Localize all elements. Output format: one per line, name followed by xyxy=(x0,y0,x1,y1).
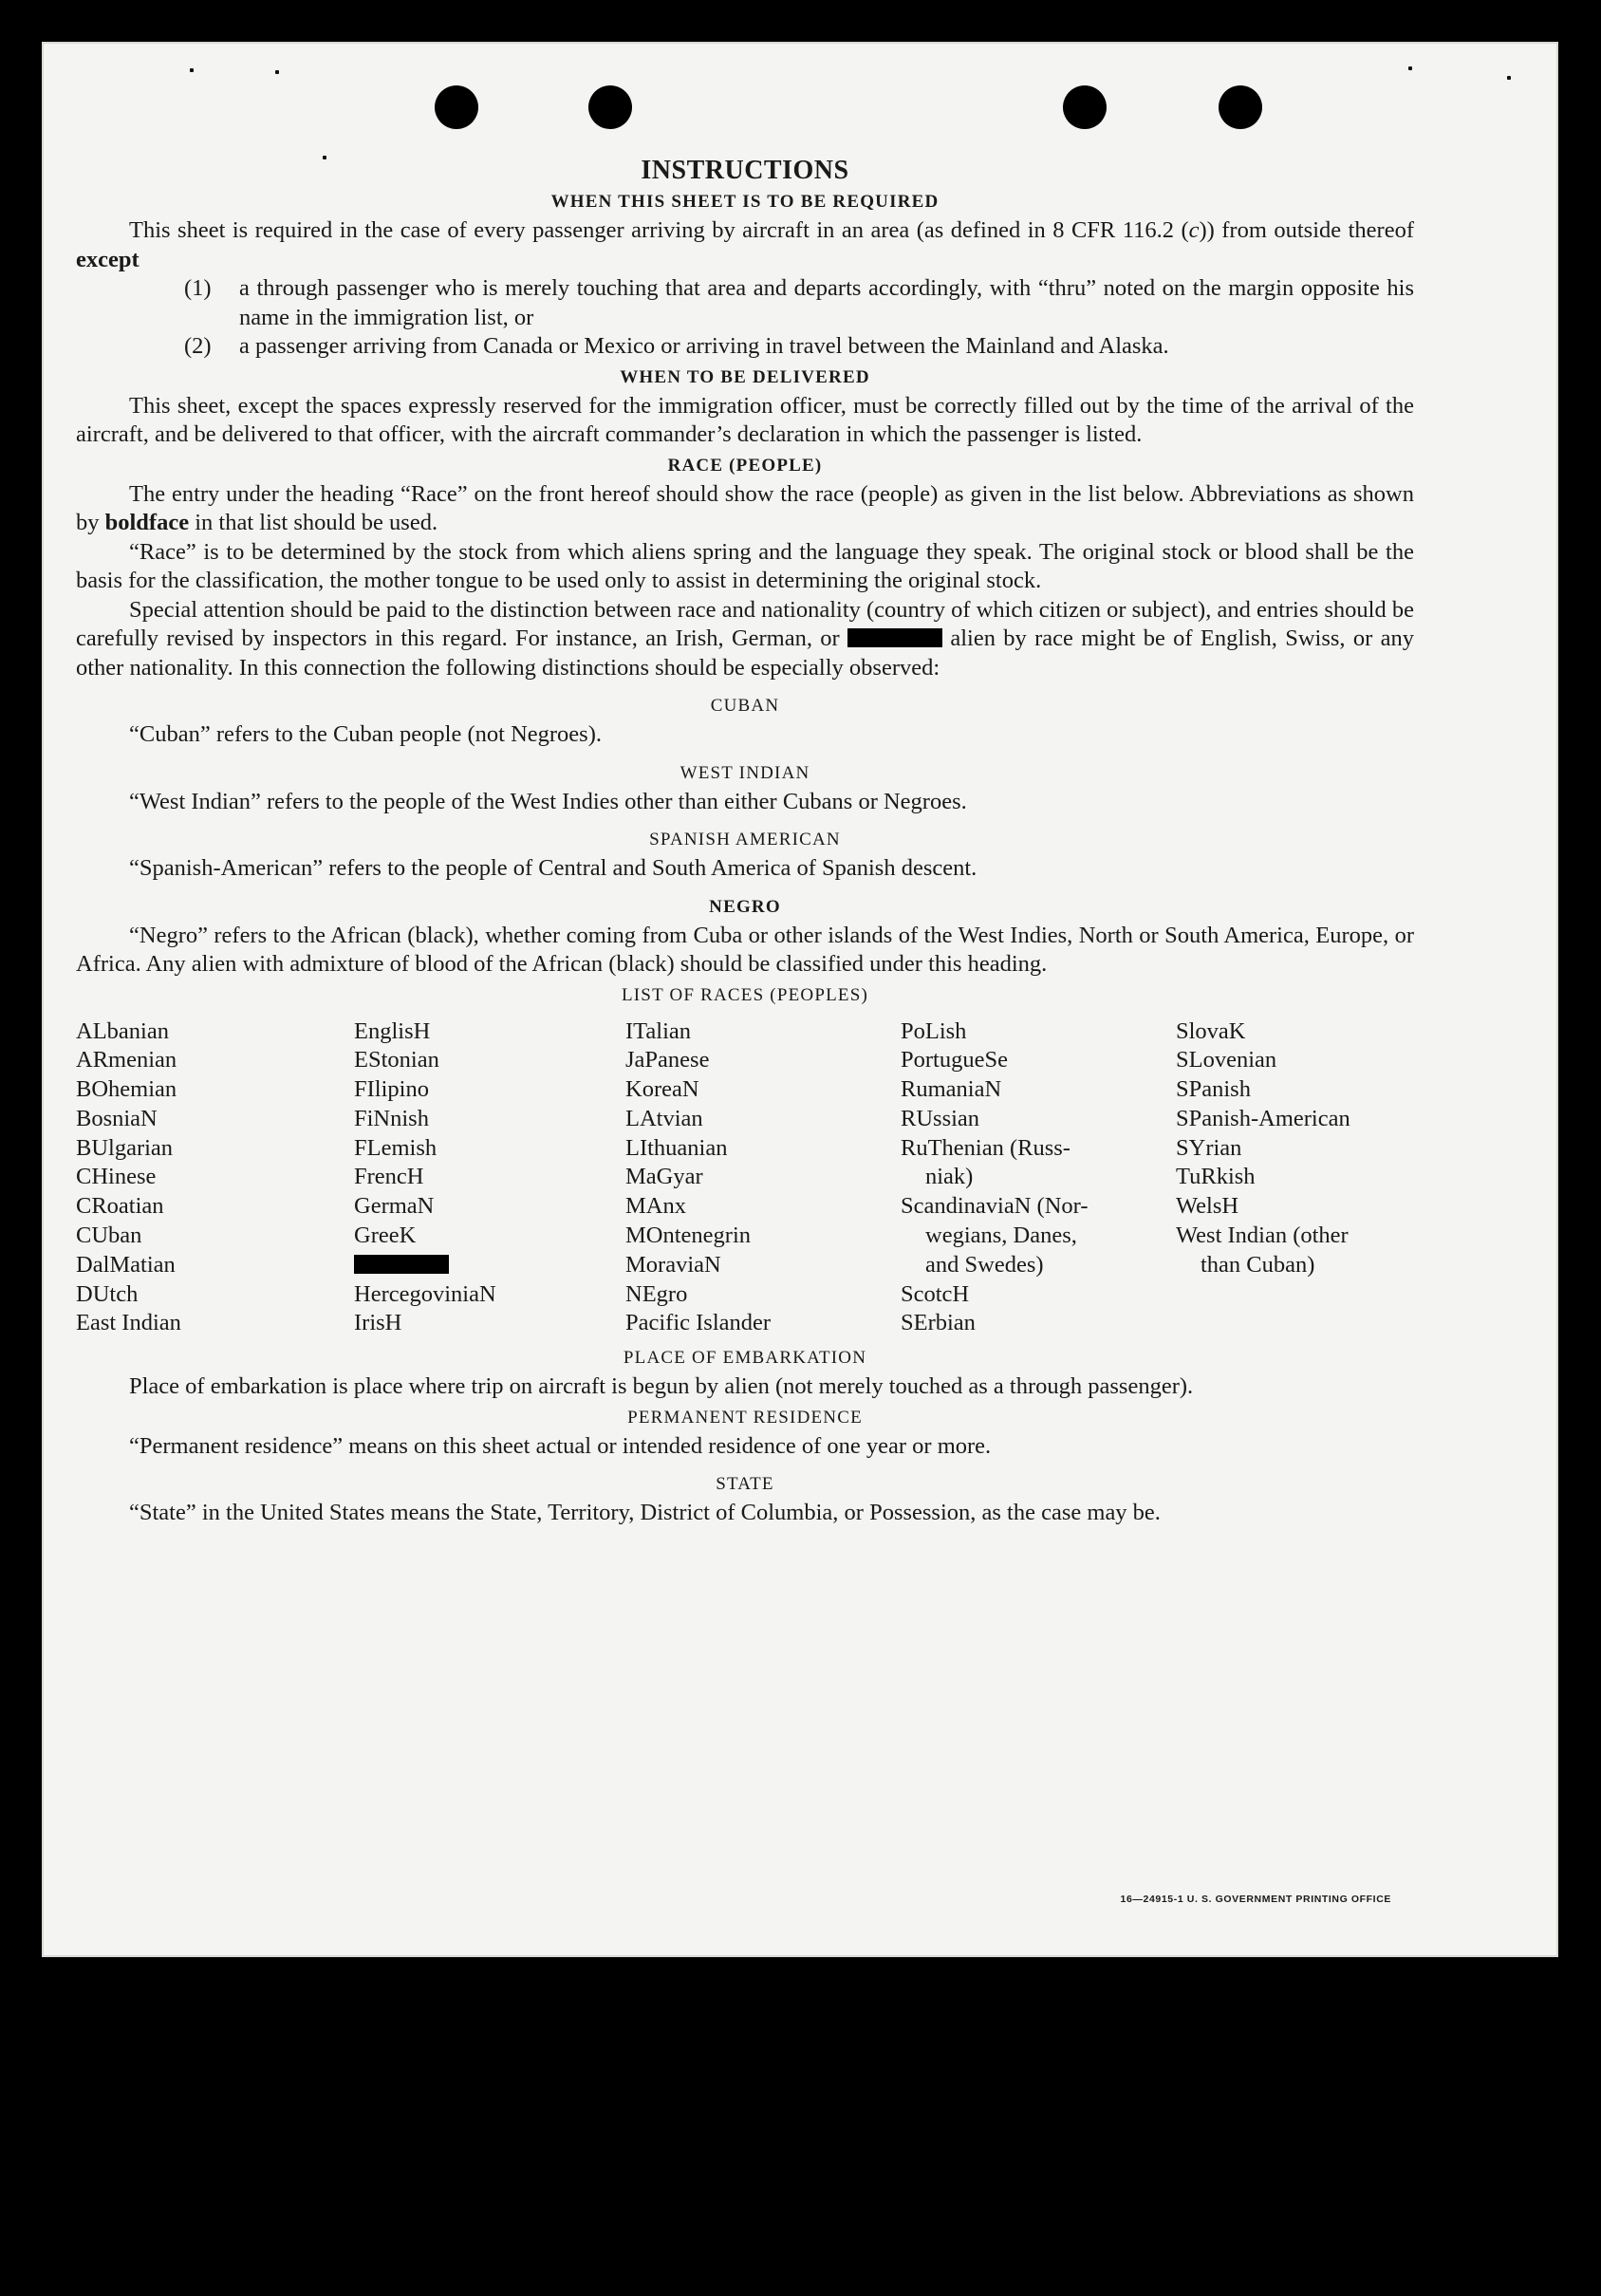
race-item: Pacific Islander xyxy=(625,1310,772,1336)
race-item-continuation: and Swedes) xyxy=(925,1251,1044,1278)
exception-text: a passenger arriving from Canada or Mexico or arriving in travel between the Mainland and Alaska. xyxy=(239,333,1169,359)
race-item-continuation: than Cuban) xyxy=(1201,1251,1315,1278)
speck xyxy=(190,68,194,72)
race-item: SYrian xyxy=(1176,1134,1242,1161)
race-item: PoLish xyxy=(901,1017,967,1044)
race-item: MaGyar xyxy=(625,1164,703,1190)
redaction-mark xyxy=(847,628,942,647)
race-p3-text-2: alien by race might be of English, Swiss, or any other nationality. In this connection the following distinctions should be especially observed: xyxy=(76,625,1414,681)
race-item-continuation: wegians, Danes, xyxy=(925,1223,1077,1249)
race-item: FLemish xyxy=(354,1134,437,1161)
race-item: KoreaN xyxy=(625,1076,699,1103)
document-sheet xyxy=(42,42,1558,1957)
required-intro-text-2: )) from outside thereof xyxy=(1199,217,1414,243)
race-item: DalMatian xyxy=(76,1251,176,1278)
west-indian-text: “West Indian” refers to the people of the West Indies other than either Cubans or Negroes. xyxy=(129,788,967,814)
race-item: ScandinaviaN (Nor- xyxy=(901,1193,1089,1220)
punch-hole xyxy=(1219,85,1262,129)
race-paragraph-3 xyxy=(76,596,1414,683)
race-item: MAnx xyxy=(625,1193,686,1220)
race-item: SLovenian xyxy=(1176,1047,1277,1073)
race-item: DUtch xyxy=(76,1280,139,1307)
heading-embarkation: PLACE OF EMBARKATION xyxy=(623,1348,867,1369)
races-column-3 xyxy=(625,1017,901,1339)
required-intro xyxy=(76,216,1414,274)
race-p1-boldface: boldface xyxy=(104,510,190,535)
heading-when-required: WHEN THIS SHEET IS TO BE REQUIRED xyxy=(550,192,940,212)
heading-race: RACE (PEOPLE) xyxy=(667,455,823,476)
printing-office-code: 16—24915-1 U. S. GOVERNMENT PRINTING OFFICE xyxy=(1120,1894,1391,1905)
race-item: RuThenian (Russ- xyxy=(901,1134,1070,1161)
race-item: HercegoviniaN xyxy=(354,1280,496,1307)
race-item: RUssian xyxy=(901,1105,980,1131)
race-item: West Indian (other xyxy=(1176,1223,1349,1249)
heading-cuban: CUBAN xyxy=(710,696,780,716)
embarkation-text: Place of embarkation is place where trip on aircraft is begun by alien (not merely touched as a through passenger). xyxy=(129,1373,1194,1400)
race-item: East Indian xyxy=(76,1310,181,1336)
residence-text: “Permanent residence” means on this sheet actual or intended residence of one year or more. xyxy=(129,1432,992,1459)
race-item: MOntenegrin xyxy=(625,1223,751,1249)
required-intro-except: except xyxy=(76,246,140,272)
heading-when-delivered: WHEN TO BE DELIVERED xyxy=(620,366,870,387)
race-item: FiNnish xyxy=(354,1105,429,1131)
race-item: FrencH xyxy=(354,1164,424,1190)
race-item: BosniaN xyxy=(76,1105,158,1131)
race-item: GreeK xyxy=(354,1223,417,1249)
race-item: PortugueSe xyxy=(901,1047,1008,1073)
race-item: EnglisH xyxy=(354,1017,431,1044)
heading-spanish-american: SPANISH AMERICAN xyxy=(649,830,841,849)
race-item: JaPanese xyxy=(625,1047,710,1073)
race-item: BUlgarian xyxy=(76,1134,174,1161)
state-text: “State” in the United States means the State, Territory, District of Columbia, or Possession, as the case may be. xyxy=(129,1500,1161,1526)
instructions-content xyxy=(76,156,1414,1528)
delivered-text: This sheet, except the spaces expressly reserved for the immigration officer, must be correctly filled out by the time of the arrival of the aircraft, and be delivered to that officer, with the aircraft commander’s declaration in which the passenger is listed. xyxy=(76,392,1414,447)
race-item: IrisH xyxy=(354,1310,402,1336)
race-item: ALbanian xyxy=(76,1017,169,1044)
race-item: LAtvian xyxy=(625,1105,703,1131)
race-item: RumaniaN xyxy=(901,1076,1002,1103)
punch-hole xyxy=(435,85,478,129)
race-item: BOhemian xyxy=(76,1076,177,1103)
races-column-2 xyxy=(354,1017,625,1339)
required-intro-subsection: c xyxy=(1188,217,1200,243)
race-p1-text: The entry under the heading “Race” on the front hereof should show the race (people) as given in the list below. Abbreviations as shown by xyxy=(76,480,1414,535)
heading-negro: NEGRO xyxy=(709,896,781,917)
heading-list-of-races: LIST OF RACES (PEOPLES) xyxy=(621,984,869,1005)
races-column-1 xyxy=(76,1017,354,1339)
redaction-mark xyxy=(354,1255,449,1274)
race-item: SPanish-American xyxy=(1176,1105,1350,1131)
race-item-continuation: niak) xyxy=(925,1164,974,1190)
cuban-text: “Cuban” refers to the Cuban people (not Negroes). xyxy=(129,721,602,747)
heading-residence: PERMANENT RESIDENCE xyxy=(627,1407,863,1428)
race-item: ARmenian xyxy=(76,1047,177,1073)
speck xyxy=(1507,76,1511,80)
exception-number: (1) xyxy=(184,275,212,301)
races-column-4 xyxy=(901,1017,1176,1339)
heading-state: STATE xyxy=(716,1474,774,1495)
race-p3-text: Special attention should be paid to the distinction between race and nationality (country of which citizen or subject), and entries should be carefully revised by inspectors in this regard. For instance, an Irish, German, or xyxy=(76,596,1414,651)
speck xyxy=(1408,66,1412,70)
race-item: EStonian xyxy=(354,1047,439,1073)
races-column-5 xyxy=(1176,1017,1423,1339)
negro-text: “Negro” refers to the African (black), whether coming from Cuba or other islands of the West Indies, North or South America, Europe, or Africa. Any alien with admixture of blood of the African (black) should be classified under this heading. xyxy=(76,922,1414,977)
required-intro-text: This sheet is required in the case of every passenger arriving by aircraft in an area (as defined in 8 CFR 116.2 ( xyxy=(129,217,1189,243)
race-item: SErbian xyxy=(901,1310,976,1336)
race-paragraph-2: “Race” is to be determined by the stock from which aliens spring and the language they speak. The original stock or blood shall be the basis for the classification, the mother tongue to be used only to assist in determining the original stock. xyxy=(76,538,1414,593)
race-paragraph-1 xyxy=(76,480,1414,538)
race-item-redacted xyxy=(354,1251,625,1280)
race-item: NEgro xyxy=(625,1280,688,1307)
race-item: GermaN xyxy=(354,1193,435,1220)
race-item: CHinese xyxy=(76,1164,157,1190)
required-exception-2 xyxy=(76,332,1414,362)
required-exception-1 xyxy=(76,274,1414,332)
race-item: CUban xyxy=(76,1223,142,1249)
race-item: SlovaK xyxy=(1176,1017,1246,1044)
punch-hole xyxy=(1063,85,1107,129)
race-item: ScotcH xyxy=(901,1280,970,1307)
race-item: LIthuanian xyxy=(625,1134,728,1161)
races-list xyxy=(76,1017,1414,1339)
spanish-american-text: “Spanish-American” refers to the people of Central and South America of Spanish descent. xyxy=(129,855,977,881)
race-p1-text-2: in that list should be used. xyxy=(189,510,438,535)
race-item: WelsH xyxy=(1176,1193,1239,1220)
exception-number: (2) xyxy=(184,333,212,359)
page-title: INSTRUCTIONS xyxy=(641,156,849,185)
race-item: MoraviaN xyxy=(625,1251,721,1278)
exception-text: a through passenger who is merely touching that area and departs accordingly, with “thru” noted on the margin opposite his name in the immigration list, or xyxy=(239,275,1414,330)
heading-west-indian: WEST INDIAN xyxy=(679,762,810,783)
race-item: TuRkish xyxy=(1176,1164,1256,1190)
race-item: CRoatian xyxy=(76,1193,164,1220)
punch-hole xyxy=(588,85,632,129)
race-item: ITalian xyxy=(625,1017,692,1044)
race-item: SPanish xyxy=(1176,1076,1251,1103)
race-item: FIlipino xyxy=(354,1076,429,1103)
speck xyxy=(275,70,279,74)
